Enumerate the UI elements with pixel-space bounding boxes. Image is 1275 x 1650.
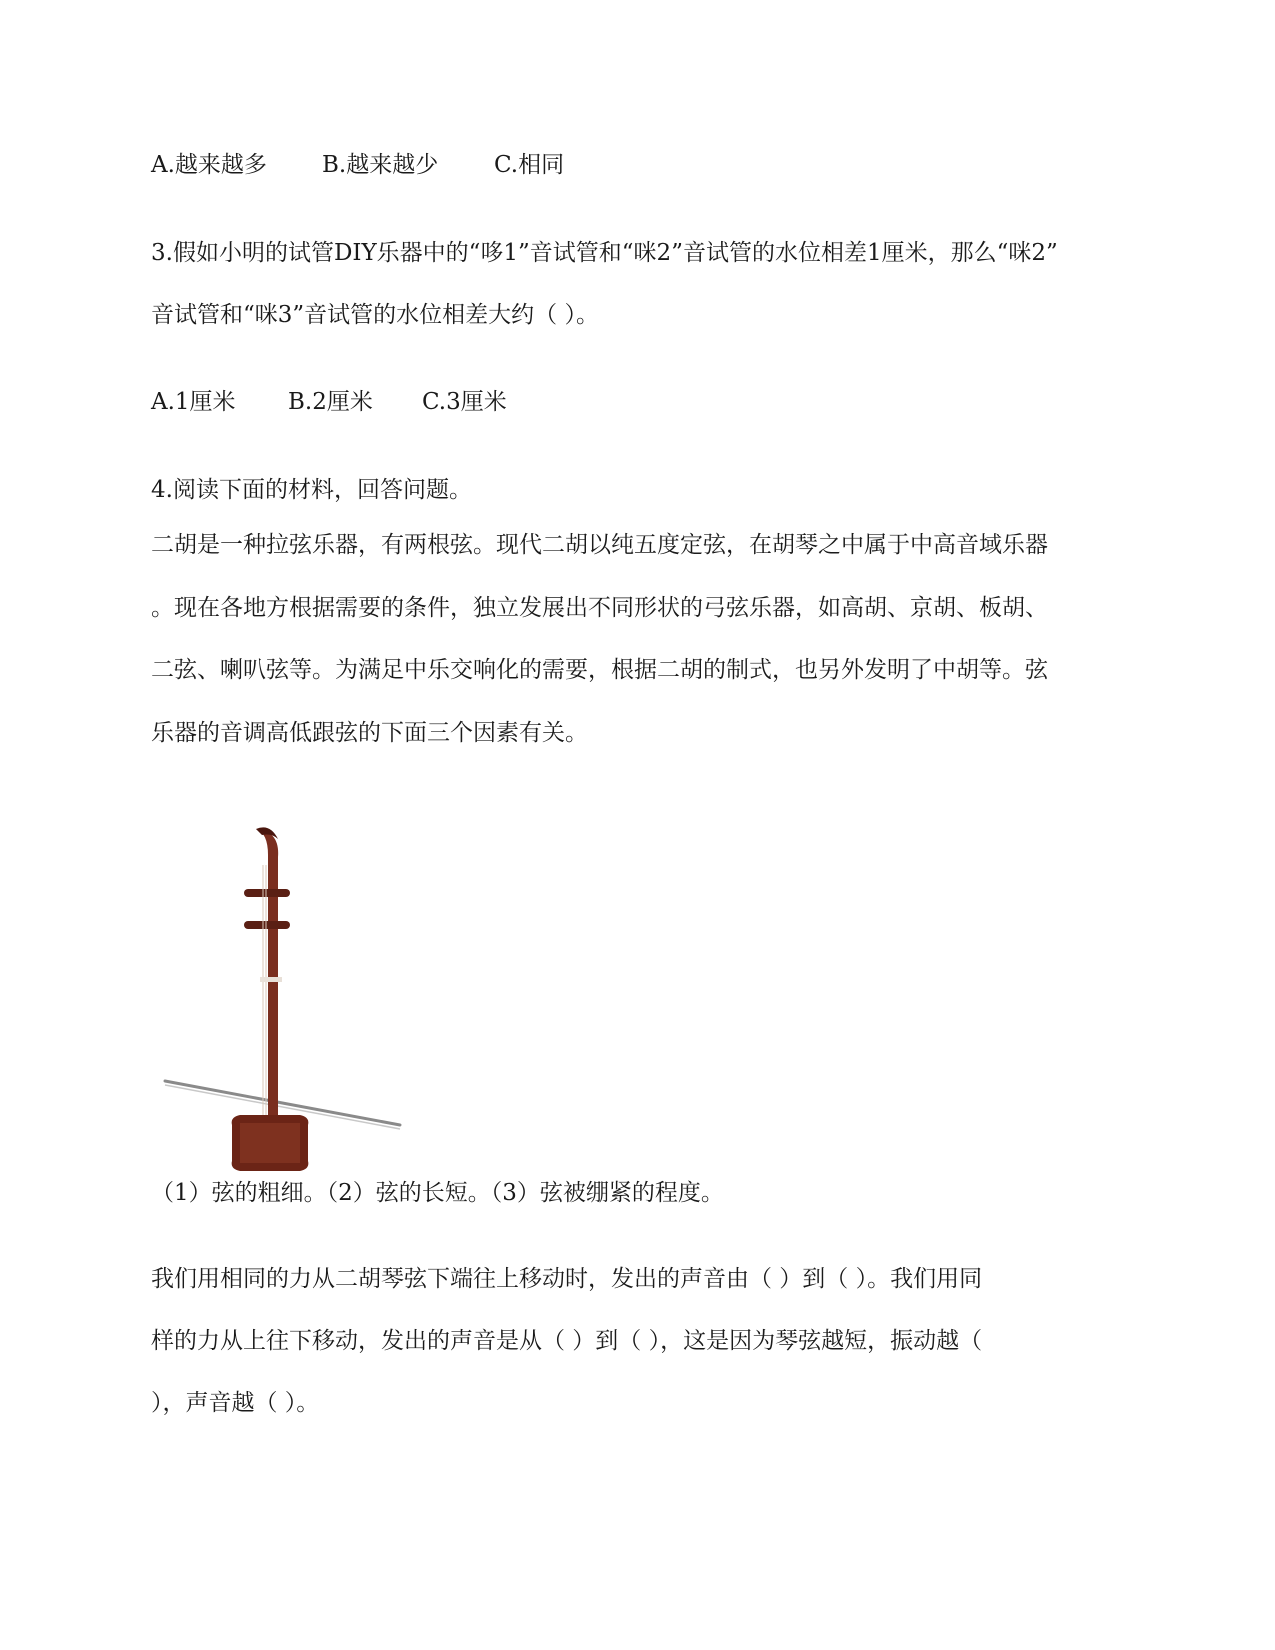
q3-text-line-1: 3.假如小明的试管DIY乐器中的“哆1”音试管和“咪2”音试管的水位相差1厘米，那么“咪2” bbox=[151, 240, 1058, 266]
q4-paragraph-line-4: 乐器的音调高低跟弦的下面三个因素有关。 bbox=[151, 720, 588, 746]
q3-option-c: C.3厘米 bbox=[422, 389, 507, 415]
q4-paragraph-line-3: 二弦、喇叭弦等。为满足中乐交响化的需要，根据二胡的制式，也另外发明了中胡等。弦 bbox=[151, 657, 1048, 683]
q4-answer-line-3: ），声音越（ ）。 bbox=[151, 1390, 320, 1416]
erhu-qianjin bbox=[260, 977, 282, 982]
q4-title: 4.阅读下面的材料，回答问题。 bbox=[151, 477, 472, 503]
erhu-peg-upper bbox=[244, 889, 290, 897]
erhu-illustration bbox=[160, 825, 410, 1175]
q3-text-line-2: 音试管和“咪3”音试管的水位相差大约（ ）。 bbox=[151, 302, 599, 328]
q3-option-a: A.1厘米 bbox=[151, 389, 236, 415]
q3-options-row bbox=[151, 387, 507, 417]
q4-answer-line-2: 样的力从上往下移动，发出的声音是从（ ）到（ ），这是因为琴弦越短，振动越（ bbox=[151, 1328, 983, 1354]
q2-options-row bbox=[151, 150, 564, 180]
q4-factors: （1）弦的粗细。（2）弦的长短。（3）弦被绷紧的程度。 bbox=[151, 1180, 724, 1206]
q4-paragraph-line-2: 。现在各地方根据需要的条件，独立发展出不同形状的弓弦乐器，如高胡、京胡、板胡、 bbox=[151, 595, 1048, 621]
q3-option-b: B.2厘米 bbox=[288, 389, 373, 415]
q2-option-c: C.相同 bbox=[494, 152, 565, 178]
erhu-peg-lower bbox=[244, 921, 290, 929]
q2-option-b: B.越来越少 bbox=[322, 152, 439, 178]
q4-answer-line-1: 我们用相同的力从二胡琴弦下端往上移动时，发出的声音由（ ）到（ ）。我们用同 bbox=[151, 1266, 983, 1292]
q4-paragraph-line-1: 二胡是一种拉弦乐器，有两根弦。现代二胡以纯五度定弦，在胡琴之中属于中高音域乐器 bbox=[151, 532, 1048, 558]
q2-option-a: A.越来越多 bbox=[151, 152, 267, 178]
erhu-instrument bbox=[165, 827, 400, 1171]
erhu-sound-box-highlight bbox=[240, 1123, 300, 1163]
